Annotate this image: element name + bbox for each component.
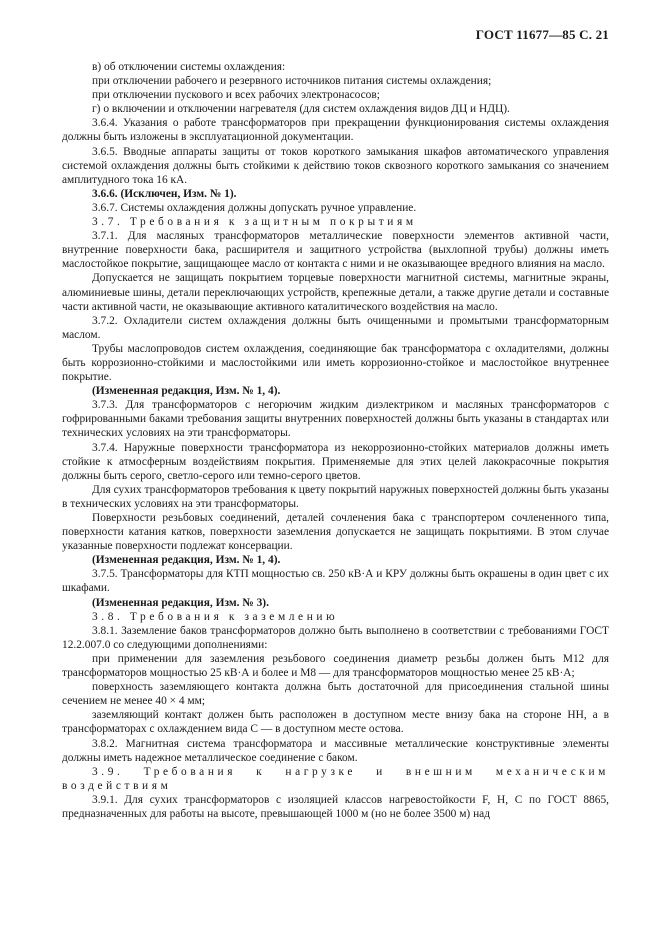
paragraph: при применении для заземления резьбового соединения диаметр резьбы должен быть М12 для трансформаторов мощностью 25 кВ·А и более и М8 — для трансформаторов мощностью менее 25 кВ·А; — [62, 652, 609, 680]
amendment-note: 3.6.6. (Исключен, Изм. № 1). — [92, 187, 237, 200]
paragraph: 3.6.4. Указания о работе трансформаторов при прекращении функционирования системы охлаждения должны быть изложены в эксплуатационной документации. — [62, 117, 609, 144]
amendment-note: (Измененная редакция, Изм. № 1, 4). — [92, 554, 281, 567]
paragraph: в) об отключении системы охлаждения: — [92, 61, 286, 73]
section-heading: 3.8. Требования к заземлению — [92, 610, 339, 623]
paragraph: Для сухих трансформаторов требования к цвету покрытий наружных поверхностей должны быть указаны в технических условиях на эти трансформаторы. — [62, 483, 609, 510]
paragraph: 3.7.2. Охладители систем охлаждения должны быть очищенными и промытыми трансформаторным маслом. — [62, 314, 609, 341]
paragraph: 3.9.1. Для сухих трансформаторов с изоляцией классов нагревостойкости F, Н, С по ГОСТ 8865, предназначенных для работы на высоте, превышающей 1000 м (но не более 3500 м) над — [62, 793, 609, 820]
paragraph: 3.8.2. Магнитная система трансформатора и массивные металлические конструктивные элементы должны иметь надежное металлическое соединение с баком. — [62, 737, 609, 764]
section-heading: 3.9. Требования к нагрузке и внешним механическим воздействиям — [62, 765, 609, 792]
paragraph: Допускается не защищать покрытием торцевые поверхности магнитной системы, магнитные экраны, алюминиевые шины, детали переключающих устройств, крепежные детали, а также другие детали и составные части активной части, не оказывающие активного каталитического воздействия на масло. — [62, 272, 609, 313]
paragraph: Трубы маслопроводов систем охлаждения, соединяющие бак трансформатора с охладителями, должны быть коррозионно-стойкими и маслостойкими или иметь коррозионно-стойкое и маслостойкое внутреннее покрытие. — [62, 342, 609, 384]
paragraph: 3.7.3. Для трансформаторов с негорючим жидким диэлектриком и масляных трансформаторов с гофрированными баками требования защиты внутренних поверхностей должны быть указаны в стандартах или технических условиях на эти трансформаторы. — [62, 399, 609, 440]
paragraph: 3.8.1. Заземление баков трансформаторов должно быть выполнено в соответствии с требованиями ГОСТ 12.2.007.0 со следующими дополнениями: — [62, 624, 609, 651]
paragraph: 3.7.4. Наружные поверхности трансформатора из некоррозионно-стойких материалов должны иметь стойкие к атмосферным воздействиям покрытия. Применяемые для этих целей лакокрасочные покрытия должны быть серого, светло-серого или темно-серого цветов. — [62, 441, 609, 482]
document-body — [62, 60, 609, 821]
paragraph: г) о включении и отключении нагревателя (для систем охлаждения видов ДЦ и НДЦ). — [92, 103, 510, 116]
paragraph: при отключении рабочего и резервного источников питания системы охлаждения; — [92, 75, 492, 88]
paragraph: заземляющий контакт должен быть расположен в доступном месте внизу бака на стороне НН, а в трансформаторах с охлаждением вида С — в доступном месте остова. — [62, 709, 609, 736]
paragraph: при отключении пускового и всех рабочих электронасосов; — [92, 89, 380, 102]
paragraph: 3.6.7. Системы охлаждения должны допускать ручное управление. — [92, 201, 417, 214]
paragraph: 3.6.5. Вводные аппараты защиты от токов короткого замыкания шкафов автоматического управления системой охлаждения должны быть стойкими к действию токов сквозного короткого замыкания со значением амплитудного тока 16 кА. — [62, 145, 609, 186]
amendment-note: (Измененная редакция, Изм. № 1, 4). — [92, 385, 281, 398]
paragraph: 3.7.1. Для масляных трансформаторов металлические поверхности элементов активной части, внутренние поверхности бака, расширителя и защитного устройства (выхлопной трубы) должны иметь маслостойкое покрытие, защищающее масло от контакта с ними и не оказывающее вредного влияния на масло. — [62, 230, 609, 271]
page-header: ГОСТ 11677—85 С. 21 — [475, 27, 609, 42]
amendment-note: (Измененная редакция, Изм. № 3). — [92, 596, 269, 609]
paragraph: 3.7.5. Трансформаторы для КТП мощностью св. 250 кВ·А и КРУ должны быть окрашены в один цвет с их шкафами. — [62, 568, 609, 595]
paragraph: поверхность заземляющего контакта должна быть достаточной для присоединения стальной шины сечением не менее 40 × 4 мм; — [62, 681, 609, 708]
paragraph: Поверхности резьбовых соединений, деталей сочленения бака с транспортером сочлененного типа, поверхности катания катков, поверхности заземления допускается не защищать покрытиями. В этом случае указанные поверхности подлежат консервации. — [62, 512, 609, 553]
section-heading: 3.7. Требования к защитным покрытиям — [92, 216, 417, 229]
